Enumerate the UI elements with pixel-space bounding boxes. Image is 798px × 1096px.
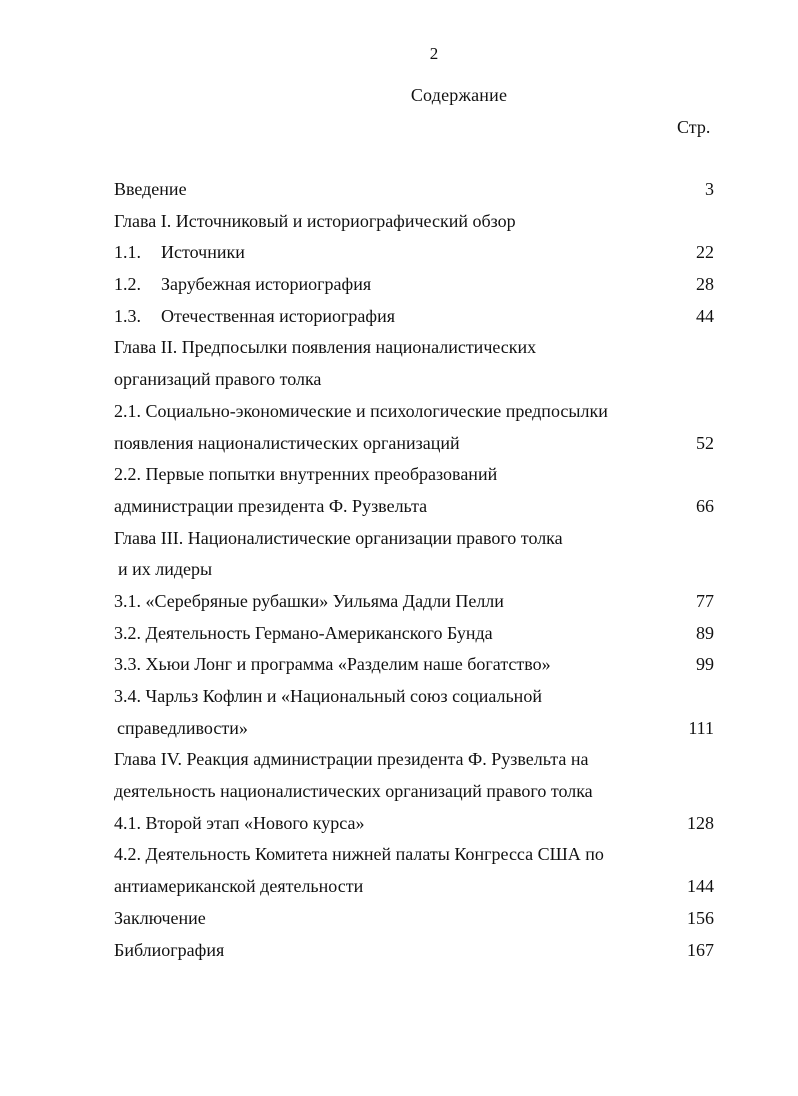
toc-entry-text: антиамериканской деятельности <box>114 876 364 897</box>
toc-entry-text: деятельность националистических организаций правого толка <box>114 781 593 802</box>
toc-row <box>114 237 714 269</box>
table-of-contents <box>114 174 714 966</box>
toc-entry-text: Библиография <box>114 939 225 960</box>
toc-entry-text: Глава I. Источниковый и историографический обзор <box>114 210 516 231</box>
toc-row <box>114 808 714 840</box>
toc-section-number: 1.3. <box>114 305 141 326</box>
toc-row <box>114 681 714 713</box>
toc-page-number: 52 <box>696 432 714 453</box>
toc-row <box>114 554 714 586</box>
toc-entry-text: Заключение <box>114 907 206 928</box>
page-number: 2 <box>429 44 439 63</box>
toc-row <box>114 649 714 681</box>
toc-page-number: 167 <box>687 939 714 960</box>
toc-row <box>114 332 714 364</box>
toc-row <box>114 871 714 903</box>
toc-entry-text: 3.1. «Серебряные рубашки» Уильяма Дадли Пелли <box>114 590 504 611</box>
toc-entry-text: 3.2. Деятельность Германо-Американского Бунда <box>114 622 493 643</box>
toc-section-number: 1.2. <box>114 274 141 295</box>
toc-entry-text: Глава IV. Реакция администрации президента Ф. Рузвельта на <box>114 749 589 770</box>
toc-page-number: 22 <box>696 242 714 263</box>
toc-row <box>114 935 714 967</box>
toc-row <box>114 491 714 523</box>
toc-entry-text: Введение <box>114 179 187 199</box>
toc-entry-text: 4.2. Деятельность Комитета нижней палаты Конгресса США по <box>114 844 604 865</box>
toc-row <box>114 713 714 745</box>
toc-row <box>114 269 714 301</box>
toc-section-number: 1.1. <box>114 242 141 263</box>
toc-page-number: 128 <box>687 812 714 833</box>
toc-entry-text: Глава II. Предпосылки появления националистических <box>114 337 537 358</box>
toc-entry-text: появления националистических организаций <box>114 432 460 453</box>
toc-entry-text: организаций правого толка <box>114 369 322 390</box>
toc-row <box>114 396 714 428</box>
toc-page-number: 144 <box>687 876 714 897</box>
toc-entry-text: Глава III. Националистические организации правого толка <box>114 527 563 548</box>
toc-page-number: 156 <box>687 907 714 928</box>
toc-entry-text: и их лидеры <box>118 559 213 580</box>
toc-entry-text: 3.4. Чарльз Кофлин и «Национальный союз социальной <box>114 686 542 706</box>
toc-page-number: 3 <box>705 179 714 199</box>
toc-row <box>114 174 714 206</box>
toc-entry-text: Зарубежная историография <box>161 274 372 295</box>
toc-page-number: 89 <box>696 622 714 643</box>
toc-row <box>114 523 714 555</box>
toc-page-number: 28 <box>696 274 714 295</box>
toc-row <box>114 839 714 871</box>
toc-entry-text: справедливости» <box>117 717 248 738</box>
toc-row <box>114 586 714 618</box>
toc-entry-text: 3.3. Хьюи Лонг и программа «Разделим наше богатство» <box>114 654 551 675</box>
toc-page-number: 111 <box>688 717 714 738</box>
toc-entry-text: администрации президента Ф. Рузвельта <box>114 495 428 516</box>
page-column-label: Стр. <box>677 117 711 137</box>
toc-row <box>114 618 714 650</box>
toc-page-number: 77 <box>696 590 714 611</box>
toc-row <box>114 903 714 935</box>
toc-page-number: 99 <box>696 654 714 675</box>
toc-entry-text: 2.1. Социально-экономические и психологические предпосылки <box>114 400 608 421</box>
toc-row <box>114 744 714 776</box>
toc-entry-text: 4.1. Второй этап «Нового курса» <box>114 812 365 833</box>
toc-page-number: 44 <box>696 305 714 326</box>
toc-row <box>114 206 714 238</box>
toc-row <box>114 364 714 396</box>
toc-row <box>114 428 714 460</box>
toc-row <box>114 776 714 808</box>
toc-entry-text: Отечественная историография <box>161 305 395 326</box>
toc-page-number: 66 <box>696 495 714 516</box>
toc-entry-text: Источники <box>161 242 245 263</box>
toc-row <box>114 301 714 333</box>
page-title: Содержание <box>410 85 508 105</box>
toc-row <box>114 459 714 491</box>
toc-entry-text: 2.2. Первые попытки внутренних преобразований <box>114 464 498 485</box>
